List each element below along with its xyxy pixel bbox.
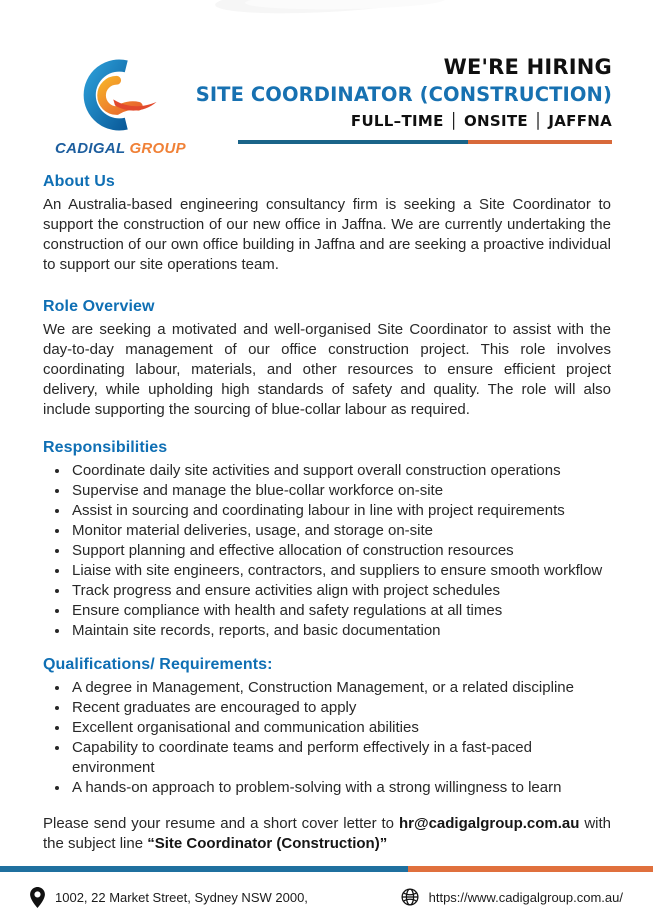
hiring-eyebrow: WE'RE HIRING (443, 55, 612, 79)
apply-subject-line: “Site Coordinator (Construction)” (147, 835, 388, 852)
section-qualifications (43, 655, 611, 798)
header-divider (238, 140, 612, 144)
list-item: • A hands-on approach to problem-solving with a strong willingness to learn (70, 778, 611, 798)
hiring-header (192, 55, 612, 144)
list-item: • Ensure compliance with health and safety regulations at all times (70, 601, 611, 621)
brand-word-group: GROUP (129, 140, 186, 157)
footer-website-url[interactable]: https://www.cadigalgroup.com.au/ (428, 889, 623, 905)
list-item: • Monitor material deliveries, usage, and storage on-site (70, 521, 611, 541)
footer-address (30, 887, 308, 908)
list-item: • Track progress and ensure activities align with project schedules (70, 581, 611, 601)
section-about-us (43, 172, 611, 275)
list-item: • Maintain site records, reports, and basic documentation (70, 621, 611, 641)
list-item: • Excellent organisational and communication abilities (70, 718, 611, 738)
cadigal-logo (55, 52, 186, 157)
apply-text-pre: Please send your resume and a short cover letter to (43, 815, 399, 832)
responsibilities-heading: Responsibilities (43, 439, 168, 456)
list-item: • Recent graduates are encouraged to apply (70, 698, 611, 718)
qualifications-heading: Qualifications/ Requirements: (43, 656, 273, 673)
about-us-body: An Australia-based engineering consultancy firm is seeking a Site Coordinator to support the construction of our new office in Jaffna. We are currently undertaking the construction of our own office building in Jaffna and are seeking a proactive individual to support our site operations team. (43, 196, 611, 273)
responsibilities-list (43, 461, 611, 641)
list-item: • Assist in sourcing and coordinating labour in line with project requirements (70, 501, 611, 521)
footer-website (401, 888, 623, 906)
list-item: • A degree in Management, Construction Management, or a related discipline (70, 678, 611, 698)
list-item: • Liaise with site engineers, contractors, and suppliers to ensure smooth workflow (70, 561, 611, 581)
list-item: • Supervise and manage the blue-collar workforce on-site (70, 481, 611, 501)
cadigal-logo-mark (63, 52, 167, 138)
footer-address-text: 1002, 22 Market Street, Sydney NSW 2000, (55, 889, 308, 905)
job-meta: FULL–TIME │ ONSITE │ JAFFNA (350, 112, 612, 130)
qualifications-list (43, 678, 611, 798)
globe-icon (401, 888, 419, 906)
section-apply (43, 814, 611, 854)
about-us-heading: About Us (43, 173, 115, 190)
role-overview-heading: Role Overview (43, 298, 155, 315)
footer (30, 880, 623, 914)
list-item: • Support planning and effective allocation of construction resources (70, 541, 611, 561)
section-responsibilities (43, 438, 611, 641)
location-pin-icon (30, 887, 45, 908)
role-overview-body: We are seeking a motivated and well-organised Site Coordinator to assist with the day-to-day management of our office construction project. This role involves coordinating labour, materials, and other resources to ensure efficient project delivery, while upholding high standards of safety and quality. The role will also include supporting the sourcing of blue-collar labour as required. (43, 321, 611, 418)
section-role-overview (43, 297, 611, 420)
job-title: SITE COORDINATOR (CONSTRUCTION) (195, 83, 612, 106)
list-item: • Capability to coordinate teams and perform effectively in a fast-paced environment (70, 738, 611, 778)
flyer-content (43, 172, 611, 854)
list-item: • Coordinate daily site activities and support overall construction operations (70, 461, 611, 481)
apply-instructions (43, 814, 611, 854)
apply-email[interactable]: hr@cadigalgroup.com.au (398, 815, 580, 832)
top-decoration (214, 0, 440, 18)
footer-divider-bar (0, 866, 653, 872)
cadigal-wordmark (55, 140, 186, 157)
apply-text-mid: with the subject line (43, 815, 612, 852)
brand-word-cadigal: CADIGAL (55, 140, 126, 157)
